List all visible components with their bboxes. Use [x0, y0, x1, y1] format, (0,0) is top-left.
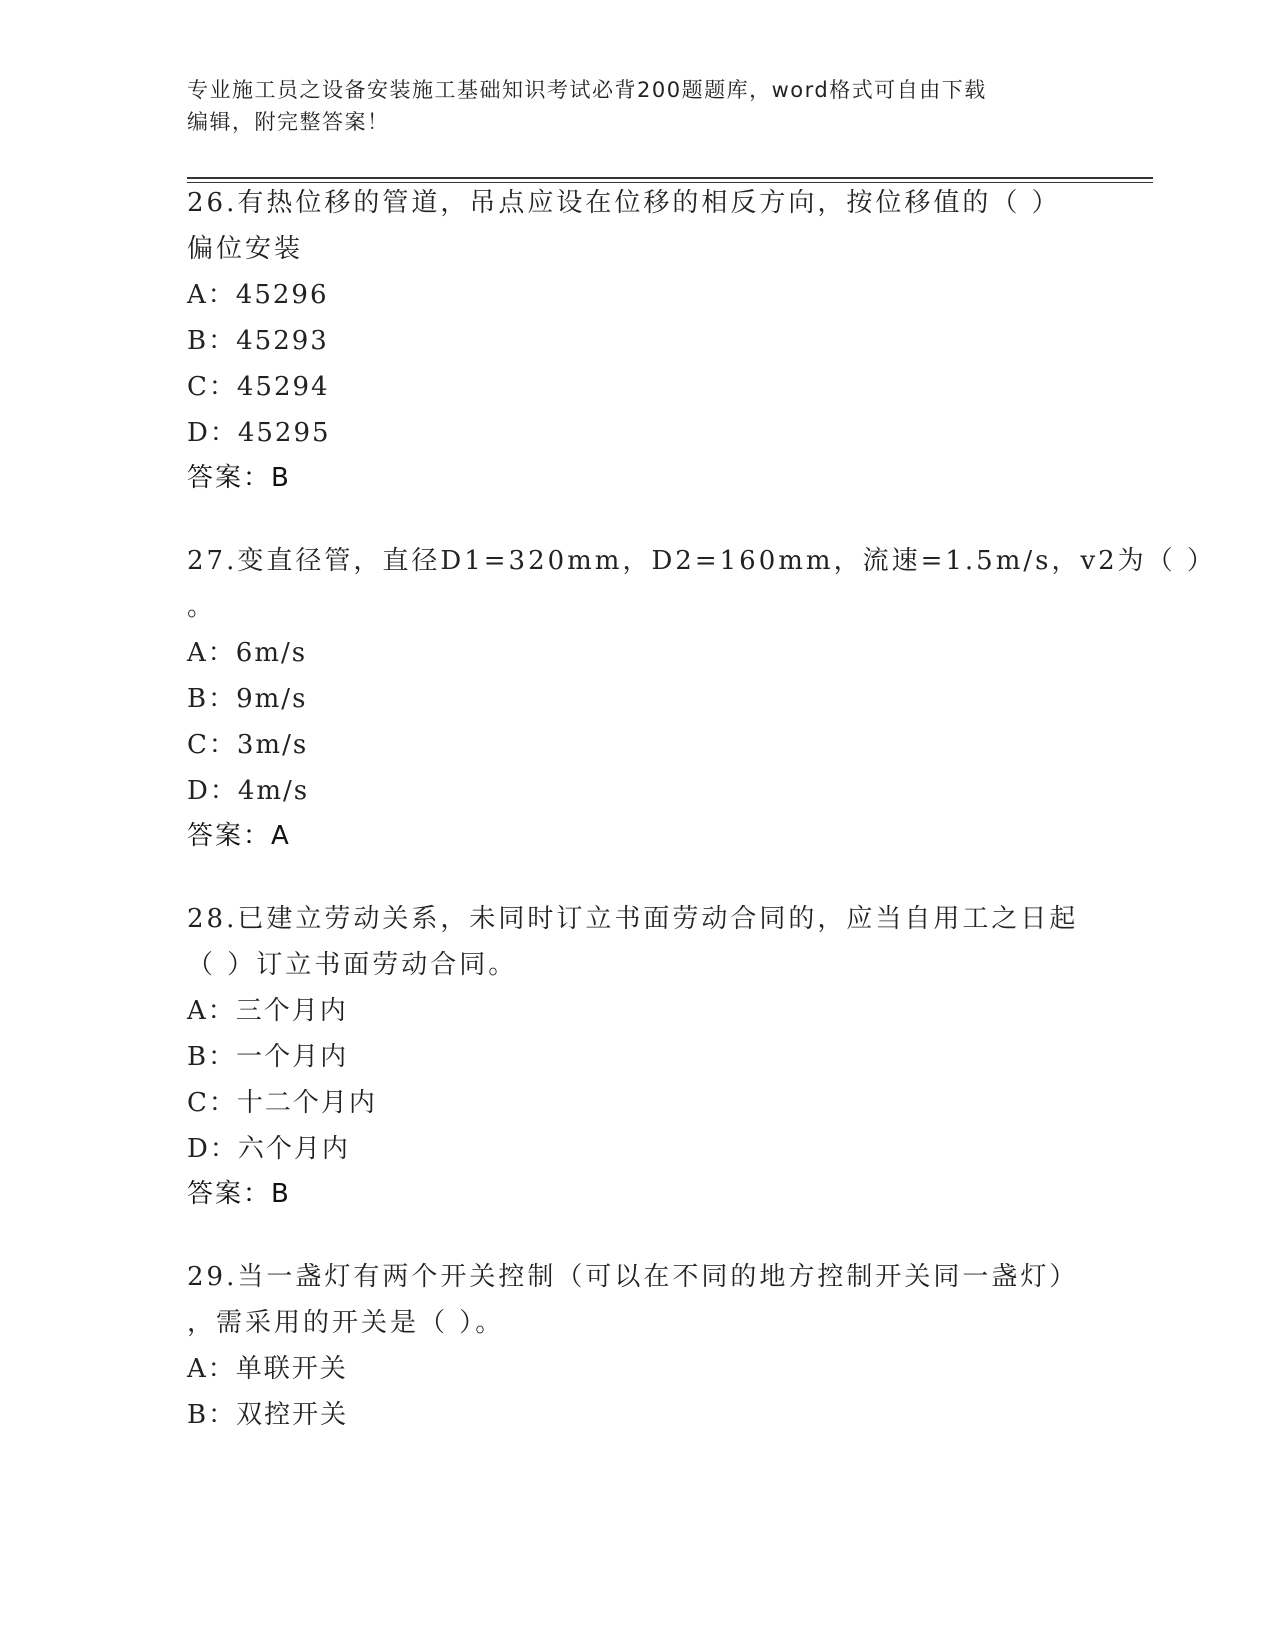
answer-label: 答案：B: [187, 1179, 291, 1209]
option-a: A：单联开关: [187, 1354, 348, 1384]
question-text-line-1: 28.已建立劳动关系，未同时订立书面劳动合同的，应当自用工之日起: [187, 904, 1079, 934]
option-a: A：45296: [187, 280, 329, 310]
answer-label: 答案：B: [187, 463, 291, 493]
question-text-line-1: 29.当一盏灯有两个开关控制（可以在不同的地方控制开关同一盏灯）: [187, 1262, 1079, 1292]
option-b: B：一个月内: [187, 1042, 349, 1072]
header-line-1: 专业施工员之设备安装施工基础知识考试必背200题题库，word格式可自由下载: [187, 78, 987, 102]
question-text-line-2: （ ）订立书面劳动合同。: [187, 950, 518, 980]
option-c: C：十二个月内: [187, 1088, 377, 1118]
question-26: [187, 180, 1087, 500]
option-d: D：4m/s: [187, 776, 310, 806]
option-a: A：6m/s: [187, 638, 308, 668]
option-d: D：45295: [187, 418, 331, 448]
option-b: B：9m/s: [187, 684, 308, 714]
option-b: B：双控开关: [187, 1400, 349, 1430]
header-divider-thick: [187, 177, 1153, 179]
answer-label: 答案：A: [187, 821, 291, 851]
question-text-line-2: 。: [187, 592, 217, 622]
document-header: [187, 74, 1067, 138]
question-text-line-2: 偏位安装: [187, 234, 304, 264]
option-d: D：六个月内: [187, 1134, 350, 1164]
question-text-line-1: 27.变直径管，直径D1=320mm，D2=160mm，流速=1.5m/s，v2为（ ）: [187, 546, 1216, 576]
question-text-line-1: 26.有热位移的管道，吊点应设在位移的相反方向，按位移值的（ ）: [187, 188, 1061, 218]
header-line-2: 编辑，附完整答案！: [187, 110, 390, 134]
option-c: C：45294: [187, 372, 330, 402]
option-c: C：3m/s: [187, 730, 309, 760]
question-text-line-2: ，需采用的开关是（ ）。: [187, 1308, 505, 1338]
question-28: [187, 896, 1087, 1216]
question-29: [187, 1254, 1087, 1438]
option-b: B：45293: [187, 326, 329, 356]
option-a: A：三个月内: [187, 996, 348, 1026]
question-27: [187, 538, 1216, 858]
